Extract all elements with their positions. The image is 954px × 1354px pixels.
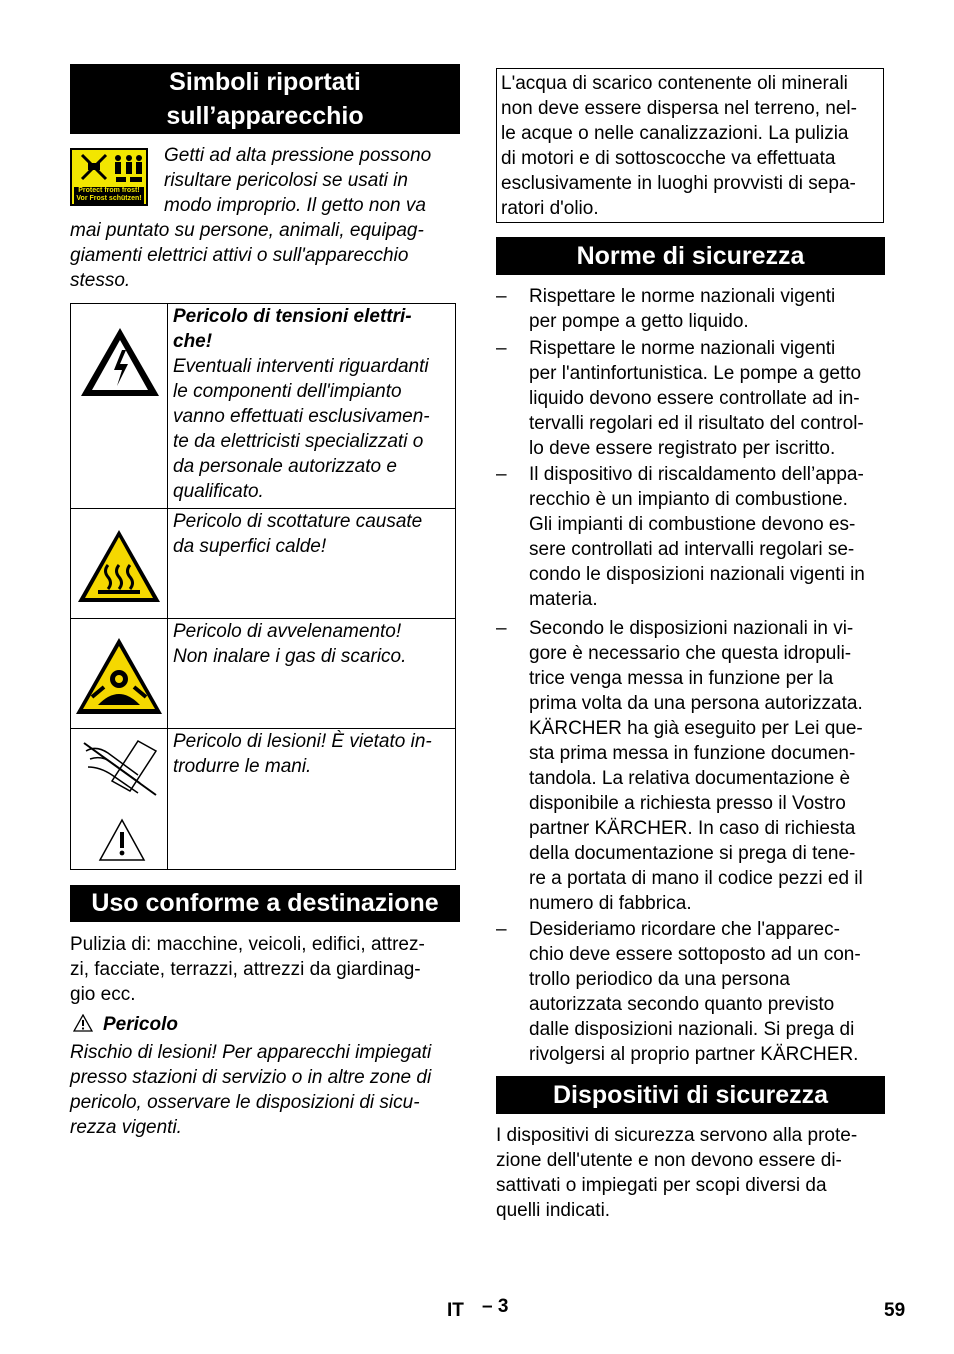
list-dash: – bbox=[496, 286, 507, 307]
usage-line-2: zi, facciate, terrazzi, attrezzi da giardinag- bbox=[70, 959, 421, 980]
usage-line-1: Pulizia di: macchine, veicoli, edifici, attrez- bbox=[70, 934, 425, 955]
sticker-text-line2: Vor Frost schützen! bbox=[76, 195, 142, 202]
devices-line-1: I dispositivi di sicurezza servono alla prote- bbox=[496, 1125, 858, 1146]
list-item-line: Desideriamo ricordare che l'apparec- bbox=[529, 919, 840, 940]
box-line-2: non deve essere dispersa nel terreno, nel- bbox=[501, 98, 857, 119]
list-item-text bbox=[529, 616, 886, 916]
electric-line4: te da elettricisti specializzati o bbox=[173, 431, 424, 452]
list-item-line: dalle disposizioni nazionali. Si prega di bbox=[529, 1019, 855, 1040]
sticker-text bbox=[74, 187, 144, 204]
list-item-line: per l'antinfortunistica. Le pompe a getto bbox=[529, 363, 862, 384]
electric-line3: vanno effettuati esclusivamen- bbox=[173, 406, 430, 427]
electric-title-line2: che! bbox=[173, 331, 213, 352]
table-icon-cell bbox=[71, 304, 168, 508]
list-item-text bbox=[529, 284, 886, 334]
footer-page-number: 59 bbox=[884, 1300, 906, 1321]
list-item-line: liquido devono essere controllate ad in- bbox=[529, 388, 860, 409]
devices-line-4: quelli indicati. bbox=[496, 1200, 611, 1221]
list-item-line: Rispettare le norme nazionali vigenti bbox=[529, 338, 836, 359]
table-row bbox=[71, 618, 455, 729]
oil-waste-notice-box bbox=[496, 68, 884, 223]
table-text-cell bbox=[173, 304, 453, 504]
list-dash: – bbox=[496, 338, 507, 359]
no-hands-icon bbox=[80, 737, 160, 801]
heading-symbols bbox=[70, 64, 460, 134]
list-item-line: materia. bbox=[529, 589, 598, 610]
table-icon-cell bbox=[71, 729, 168, 870]
list-item-line: chio deve essere sottoposto ad un con- bbox=[529, 944, 861, 965]
table-row bbox=[71, 508, 455, 619]
hands-line2: trodurre le mani. bbox=[173, 756, 312, 777]
heading-symbols-line1: Simboli riportati bbox=[169, 68, 361, 96]
box-line-3: le acque o nelle canalizzazioni. La pulizia bbox=[501, 123, 849, 144]
list-item-line: KÄRCHER ha già eseguito per Lei que- bbox=[529, 718, 863, 739]
list-item-line: tervalli regolari ed il risultato del control- bbox=[529, 413, 864, 434]
hands-line1: Pericolo di lesioni! È vietato in- bbox=[173, 731, 432, 752]
danger-label: Pericolo bbox=[103, 1014, 178, 1035]
electric-line2: le componenti dell'impianto bbox=[173, 381, 402, 402]
sticker-symbols-icon bbox=[72, 151, 146, 185]
intro-line-6: stesso. bbox=[70, 270, 131, 291]
intro-line-2: risultare pericolosi se usati in bbox=[164, 170, 408, 191]
list-dash: – bbox=[496, 919, 507, 940]
footer-subpage: – 3 bbox=[482, 1296, 509, 1317]
toxic-line1: Pericolo di avvelenamento! bbox=[173, 621, 402, 642]
list-item-line: re a portata di mano il codice pezzi ed il bbox=[529, 868, 863, 889]
list-dash: – bbox=[496, 464, 507, 485]
heading-symbols-line2: sull’apparecchio bbox=[166, 102, 364, 130]
danger-line-2: presso stazioni di servizio o in altre zone di bbox=[70, 1067, 432, 1088]
devices-line-2: zione dell'utente e non devono essere di- bbox=[496, 1150, 842, 1171]
heading-safety-rules: Norme di sicurezza bbox=[496, 237, 885, 275]
list-item-text bbox=[529, 917, 886, 1067]
danger-warning-icon bbox=[73, 1014, 93, 1032]
toxic-gas-icon bbox=[74, 635, 164, 717]
electric-line5: da personale autorizzato e bbox=[173, 456, 397, 477]
box-line-1: L'acqua di scarico contenente oli minerali bbox=[501, 73, 848, 94]
box-line-5: esclusivamente in luoghi provvisti di sepa- bbox=[501, 173, 856, 194]
list-item-line: Secondo le disposizioni nazionali in vi- bbox=[529, 618, 854, 639]
list-item-line: trollo periodico da una persona bbox=[529, 969, 790, 990]
danger-line-3: pericolo, osservare le disposizioni di sicu- bbox=[70, 1092, 420, 1113]
table-icon-cell bbox=[71, 619, 168, 729]
box-line-4: di motori e di sottoscocche va effettuata bbox=[501, 148, 836, 169]
footer-language: IT bbox=[447, 1300, 464, 1321]
box-line-6: ratori d'olio. bbox=[501, 198, 599, 219]
list-item-line: Gli impianti di combustione devono es- bbox=[529, 514, 856, 535]
heading-safety-devices: Dispositivi di sicurezza bbox=[496, 1076, 885, 1114]
hot-surface-icon bbox=[76, 527, 162, 605]
electric-hazard-icon bbox=[77, 324, 163, 400]
list-item-line: condo le disposizioni nazionali vigenti in bbox=[529, 564, 865, 585]
table-text-cell bbox=[173, 619, 453, 669]
hot-line1: Pericolo di scottature causate bbox=[173, 511, 423, 532]
list-item-line: numero di fabbrica. bbox=[529, 893, 692, 914]
hot-line2: da superfici calde! bbox=[173, 536, 327, 557]
danger-line-1: Rischio di lesioni! Per apparecchi impiegati bbox=[70, 1042, 432, 1063]
intro-line-3: modo improprio. Il getto non va bbox=[164, 195, 426, 216]
intro-line-1: Getti ad alta pressione possono bbox=[164, 145, 432, 166]
list-item-line: Il dispositivo di riscaldamento dell’appa- bbox=[529, 464, 864, 485]
list-item-line: partner KÄRCHER. In caso di richiesta bbox=[529, 818, 856, 839]
heading-intended-use: Uso conforme a destinazione bbox=[70, 885, 460, 922]
sticker-text-line1: Protect from frost! bbox=[78, 187, 140, 194]
list-item-line: recchio è un impianto di combustione. bbox=[529, 489, 848, 510]
list-item-line: disponibile a richiesta presso il Vostro bbox=[529, 793, 846, 814]
table-text-cell bbox=[173, 729, 453, 779]
list-item-line: trice venga messa in funzione per la bbox=[529, 668, 834, 689]
list-item-line: della documentazione si prega di tene- bbox=[529, 843, 856, 864]
list-item-text bbox=[529, 462, 886, 612]
intro-line-4: mai puntato su persone, animali, equipag- bbox=[70, 220, 424, 241]
list-item-line: per pompe a getto liquido. bbox=[529, 311, 749, 332]
list-item-line: tandola. La relativa documentazione è bbox=[529, 768, 851, 789]
list-item-line: gore è necessario che questa idropuli- bbox=[529, 643, 852, 664]
list-item-text bbox=[529, 336, 886, 461]
electric-title-line1: Pericolo di tensioni elettri- bbox=[173, 306, 412, 327]
frost-warning-sticker bbox=[70, 148, 148, 206]
list-item-line: autorizzata secondo quanto previsto bbox=[529, 994, 835, 1015]
toxic-line2: Non inalare i gas di scarico. bbox=[173, 646, 407, 667]
table-icon-cell bbox=[71, 509, 168, 619]
table-row bbox=[71, 304, 455, 508]
list-item-line: lo deve essere registrato per iscritto. bbox=[529, 438, 836, 459]
table-text-cell bbox=[173, 509, 453, 559]
list-item-line: sere controllati ad intervalli regolari se- bbox=[529, 539, 855, 560]
list-dash: – bbox=[496, 618, 507, 639]
electric-line1: Eventuali interventi riguardanti bbox=[173, 356, 429, 377]
electric-line6: qualificato. bbox=[173, 481, 264, 502]
list-item-line: rivolgersi al proprio partner KÄRCHER. bbox=[529, 1044, 859, 1065]
list-item-line: prima volta da una persona autorizzata. bbox=[529, 693, 863, 714]
list-item-line: sta prima messa in funzione documen- bbox=[529, 743, 856, 764]
usage-line-3: gio ecc. bbox=[70, 984, 136, 1005]
danger-line-4: rezza vigenti. bbox=[70, 1117, 182, 1138]
symbols-table bbox=[70, 303, 456, 870]
warning-triangle-icon bbox=[97, 817, 147, 863]
intro-line-5: giamenti elettrici attivi o sull'apparecchio bbox=[70, 245, 409, 266]
table-row bbox=[71, 728, 455, 870]
devices-line-3: sattivati o impiegati per scopi diversi da bbox=[496, 1175, 827, 1196]
list-item-line: Rispettare le norme nazionali vigenti bbox=[529, 286, 836, 307]
